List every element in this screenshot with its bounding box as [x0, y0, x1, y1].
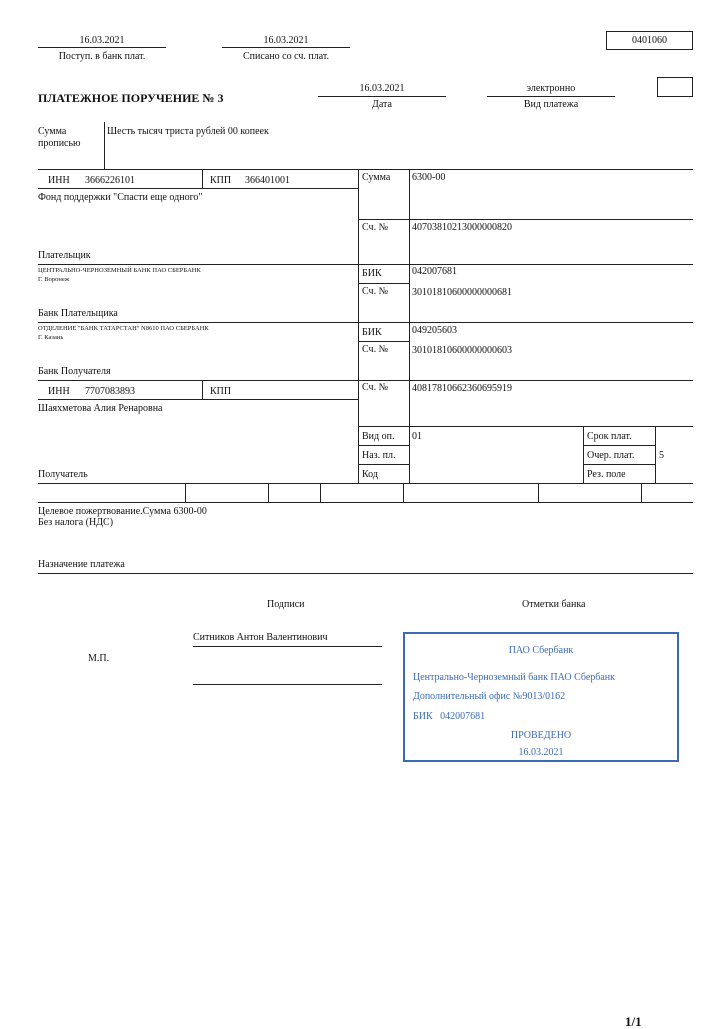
- debited-date: 16.03.2021: [263, 35, 309, 46]
- priority-label: Очер. плат.: [587, 450, 635, 461]
- signer-name: Ситников Антон Валентинович: [193, 632, 328, 643]
- amount-words-label-1: Сумма: [38, 126, 67, 137]
- divider: [358, 219, 693, 220]
- divider: [185, 483, 186, 502]
- payer-bank-account-label: Сч. №: [362, 286, 389, 297]
- stamp-date: 16.03.2021: [518, 747, 564, 758]
- debited-label: Списано со сч. плат.: [242, 51, 330, 62]
- divider: [538, 483, 539, 502]
- bank-received-date: 16.03.2021: [79, 35, 125, 46]
- divider: [38, 47, 166, 48]
- divider: [268, 483, 269, 502]
- divider: [222, 47, 350, 48]
- sum-value: 6300-00: [412, 172, 446, 183]
- divider: [38, 169, 693, 170]
- recipient-bank-account-label: Сч. №: [362, 344, 389, 355]
- stamp-bik: БИК 042007681: [413, 711, 486, 722]
- recipient-account: 40817810662360695919: [412, 383, 512, 394]
- payer-account: 40703810213000000820: [412, 222, 512, 233]
- divider: [487, 96, 615, 97]
- divider: [320, 483, 321, 502]
- order-date: 16.03.2021: [359, 83, 405, 94]
- divider: [104, 122, 105, 170]
- divider: [583, 445, 655, 446]
- divider: [358, 445, 409, 446]
- recipient-bank-label: Банк Получателя: [38, 366, 111, 377]
- divider: [583, 464, 655, 465]
- recipient-bik: 049205603: [412, 325, 457, 336]
- divider: [358, 170, 359, 484]
- divider: [38, 502, 693, 503]
- divider: [38, 573, 693, 574]
- divider: [358, 341, 409, 342]
- divider: [318, 96, 446, 97]
- payer-name: Фонд поддержки "Спасти еще одного": [38, 192, 203, 203]
- form-code-box: [606, 31, 693, 50]
- signature-line: [193, 646, 382, 647]
- divider: [641, 483, 642, 502]
- payer-bank-name: ЦЕНТРАЛЬНО-ЧЕРНОЗЕМНЫЙ БАНК ПАО СБЕРБАНК: [38, 267, 201, 274]
- seal-label: М.П.: [88, 653, 110, 664]
- recipient-account-label: Сч. №: [362, 382, 389, 393]
- divider: [38, 188, 358, 189]
- payer-bank-label: Банк Плательщика: [38, 308, 118, 319]
- sum-label: Сумма: [362, 172, 391, 183]
- amount-words-value: Шесть тысяч триста рублей 00 копеек: [107, 126, 269, 137]
- recipient-bank-city: Г. Казань: [38, 334, 64, 341]
- recipient-bik-label: БИК: [362, 327, 382, 338]
- divider: [655, 426, 656, 484]
- bank-received-label: Поступ. в банк плат.: [58, 51, 146, 62]
- order-date-label: Дата: [372, 99, 392, 110]
- due-label: Срок плат.: [587, 431, 632, 442]
- payer-bank-city: Г. Воронеж: [38, 276, 70, 283]
- divider: [403, 483, 404, 502]
- payer-bik: 042007681: [412, 266, 457, 277]
- recipient-inn: 7707083893: [85, 386, 135, 397]
- payment-type: электронно: [526, 83, 576, 94]
- priority: 5: [659, 450, 664, 461]
- divider: [202, 380, 203, 399]
- stamp-office: Дополнительный офис №9013/0162: [413, 691, 566, 702]
- payer-bik-label: БИК: [362, 268, 382, 279]
- divider: [38, 483, 693, 484]
- bank-stamp: [403, 632, 679, 762]
- purpose-line-1: Целевое пожертвование.Сумма 6300-00: [38, 506, 207, 517]
- signature-line: [193, 684, 382, 685]
- page-title: ПЛАТЕЖНОЕ ПОРУЧЕНИЕ № 3: [38, 91, 224, 105]
- code-label: Код: [362, 469, 378, 480]
- payer-kpp: 366401001: [245, 175, 290, 186]
- bank-marks-label: Отметки банка: [522, 599, 586, 610]
- empty-code-box: [657, 77, 693, 97]
- reserve-label: Рез. поле: [587, 469, 626, 480]
- recipient-inn-label: ИНН: [48, 386, 70, 397]
- recipient-bank-account: 30101810600000000603: [412, 345, 512, 356]
- payer-account-label: Сч. №: [362, 222, 389, 233]
- payer-label: Плательщик: [38, 250, 91, 261]
- op-type-label: Вид оп.: [362, 431, 395, 442]
- amount-words-label-2: прописью: [38, 138, 81, 149]
- payer-inn: 3666226101: [85, 175, 135, 186]
- stamp-bank: ПАО Сбербанк: [508, 645, 574, 656]
- divider: [202, 170, 203, 188]
- page-number: 1/1: [625, 1014, 642, 1029]
- payment-type-label: Вид платежа: [523, 99, 579, 110]
- divider: [38, 264, 693, 265]
- form-code: 0401060: [632, 35, 667, 46]
- stamp-branch: Центрально-Черноземный банк ПАО Сбербанк: [413, 672, 616, 683]
- purpose-line-2: Без налога (НДС): [38, 517, 114, 528]
- divider: [409, 170, 410, 484]
- divider: [38, 399, 358, 400]
- recipient-kpp-label: КПП: [210, 386, 232, 397]
- divider: [583, 426, 584, 484]
- op-type: 01: [412, 431, 422, 442]
- payer-kpp-label: КПП: [210, 175, 232, 186]
- signatures-label: Подписи: [267, 599, 305, 610]
- divider: [358, 283, 409, 284]
- divider: [38, 322, 693, 323]
- divider: [38, 380, 693, 381]
- recipient-name: Шаяхметова Алия Ренаровна: [38, 403, 163, 414]
- purpose-code-label: Наз. пл.: [362, 450, 396, 461]
- payer-bank-account: 30101810600000000681: [412, 287, 512, 298]
- purpose-label: Назначение платежа: [38, 559, 125, 570]
- divider: [358, 464, 409, 465]
- stamp-status: ПРОВЕДЕНО: [510, 730, 572, 741]
- recipient-bank-name: ОТДЕЛЕНИЕ "БАНК ТАТАРСТАН" N8610 ПАО СБЕРБАНК: [38, 325, 209, 332]
- divider: [358, 426, 693, 427]
- recipient-label: Получатель: [38, 469, 88, 480]
- payer-inn-label: ИНН: [48, 175, 70, 186]
